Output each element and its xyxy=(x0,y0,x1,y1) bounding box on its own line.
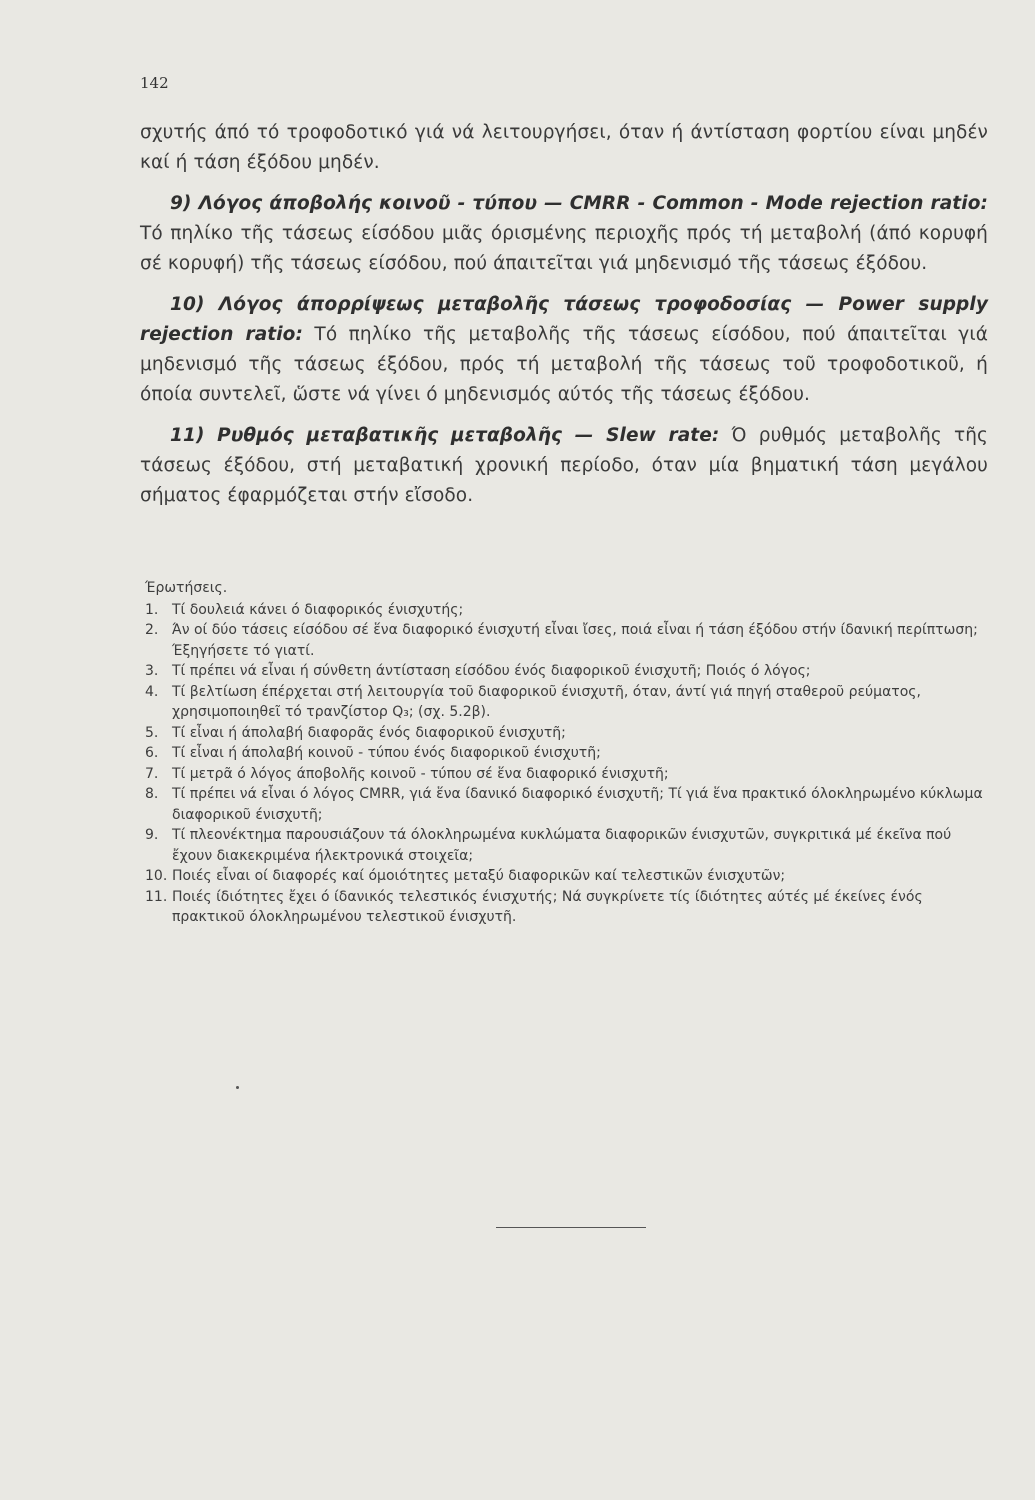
question-number: 3. xyxy=(145,663,159,679)
question-text: Τί πλεονέκτημα παρουσιάζουν τά όλοκληρωμένα κυκλώματα διαφορικῶν ένισχυτῶν, συγκριτικά μέ έκεῖνα πού ἔχουν διακεκριμένα ήλεκτρονικά στοιχεῖα; xyxy=(172,827,952,864)
question-text: Τί εἶναι ή άπολαβή διαφορᾶς ένός διαφορικοῦ ένισχυτῆ; xyxy=(172,724,566,741)
definition-term: 9) Λόγος άποβολής κοινοῦ - τύπου — CMRR - Common - Mode rejection ratio: xyxy=(170,193,988,214)
question-item xyxy=(145,723,990,744)
question-text: Τί βελτίωση έπέρχεται στή λειτουργία τοῦ διαφορικοῦ ένισχυτῆ, όταν, άντί γιά πηγή σταθεροῦ ρεύματος, χρησιμοποιηθεῖ τό τρανζίστορ Q₃; (σχ. 5.2β). xyxy=(172,683,921,720)
question-text: Ποιές εἶναι οί διαφορές καί όμοιότητες μεταξύ διαφορικῶν καί τελεστικῶν ένισχυτῶν; xyxy=(172,868,786,884)
question-item xyxy=(145,866,990,887)
question-number: 4. xyxy=(145,683,159,700)
definition-psrr xyxy=(140,290,988,410)
definition-term: 11) Ρυθμός μεταβατικῆς μεταβολῆς — Slew rate: xyxy=(170,425,720,446)
question-item xyxy=(145,600,990,621)
question-text: Τί εἶναι ή άπολαβή κοινοῦ - τύπου ένός διαφορικοῦ ένισχυτῆ; xyxy=(172,745,601,761)
question-item xyxy=(145,887,990,928)
questions-list xyxy=(145,600,990,928)
definition-slew-rate xyxy=(140,421,988,511)
question-number: 11. xyxy=(145,888,168,905)
question-text: Τί δουλειά κάνει ό διαφορικός ένισχυτής; xyxy=(172,601,464,618)
print-speck xyxy=(236,1086,239,1089)
questions-section xyxy=(145,578,990,928)
question-item xyxy=(145,682,990,723)
definition-text: Τό πηλίκο τῆς μεταβολῆς τῆς τάσεως είσόδου, πού άπαιτεῖται γιά μηδενισμό τῆς τάσεως έξόδου, πρός τή μεταβολή τῆς τάσεως τοῦ τροφοδοτικοῦ, ή όποία συντελεῖ, ὥστε νά γίνει ό μηδενισμός αύτός τῆς τάσεως έξόδου. xyxy=(140,324,988,405)
question-item xyxy=(145,784,990,825)
footnote-rule xyxy=(496,1227,646,1228)
question-text: Τί πρέπει νά εἶναι ή σύνθετη άντίσταση είσόδου ένός διαφορικοῦ ένισχυτῆ; Ποιός ό λόγος; xyxy=(172,663,811,679)
question-number: 6. xyxy=(145,745,159,761)
definition-cmrr xyxy=(140,189,988,279)
question-item xyxy=(145,764,990,785)
definition-term: 10) Λόγος άπορρίψεως μεταβολῆς τάσεως τροφοδοσίας — Power supply rejection ratio: xyxy=(140,294,988,345)
question-item xyxy=(145,620,990,661)
definition-text: Ό ρυθμός μεταβολῆς τῆς τάσεως έξόδου, στή μεταβατική χρονική περίοδο, όταν μία βηματική τάση μεγάλου σήματος έφαρμόζεται στήν εἴσοδο. xyxy=(140,425,989,506)
question-text: Ποιές ίδιότητες ἔχει ό ίδανικός τελεστικός ένισχυτής; Νά συγκρίνετε τίς ίδιότητες αύτές μέ έκείνες ένός πρακτικοῦ όλοκληρωμένου τελεστικοῦ ένισχυτῆ. xyxy=(172,888,923,925)
page-number: 142 xyxy=(140,74,169,92)
paragraph-continuation: σχυτής άπό τό τροφοδοτικό γιά νά λειτουργήσει, όταν ή άντίσταση φορτίου είναι μηδέν καί ή τάση έξόδου μηδέν. xyxy=(140,122,988,173)
question-text: Τί μετρᾶ ό λόγος άποβολῆς κοινοῦ - τύπου σέ ἕνα διαφορικό ένισχυτῆ; xyxy=(172,765,669,782)
question-item xyxy=(145,743,990,764)
main-text xyxy=(140,118,988,522)
questions-heading: Έρωτήσεις. xyxy=(145,580,228,596)
question-number: 1. xyxy=(145,601,159,618)
question-number: 9. xyxy=(145,827,159,843)
question-number: 8. xyxy=(145,786,159,802)
question-text: Τί πρέπει νά εἶναι ό λόγος CMRR, γιά ἕνα ίδανικό διαφορικό ένισχυτῆ; Τί γιά ἕνα πρακτικό όλοκληρωμένο κύκλωμα διαφορικοῦ ένισχυτῆ; xyxy=(172,786,983,823)
question-item xyxy=(145,825,990,866)
question-number: 10. xyxy=(145,868,168,884)
question-item xyxy=(145,661,990,682)
definition-text: Τό πηλίκο τῆς τάσεως είσόδου μιᾶς όρισμένης περιοχῆς πρός τή μεταβολή (άπό κορυφή σέ κορυφή) τῆς τάσεως είσόδου, πού άπαιτεῖται γιά μηδενισμό τῆς τάσεως έξόδου. xyxy=(140,223,988,274)
question-number: 7. xyxy=(145,765,159,782)
question-number: 5. xyxy=(145,724,159,741)
question-text: Άν οί δύο τάσεις είσόδου σέ ἕνα διαφορικό ένισχυτή εἶναι ἴσες, ποιά εἶναι ή τάση έξόδου στήν ίδανική περίπτωση; Έξηγήσετε τό γιατί. xyxy=(172,622,978,659)
question-number: 2. xyxy=(145,622,159,638)
